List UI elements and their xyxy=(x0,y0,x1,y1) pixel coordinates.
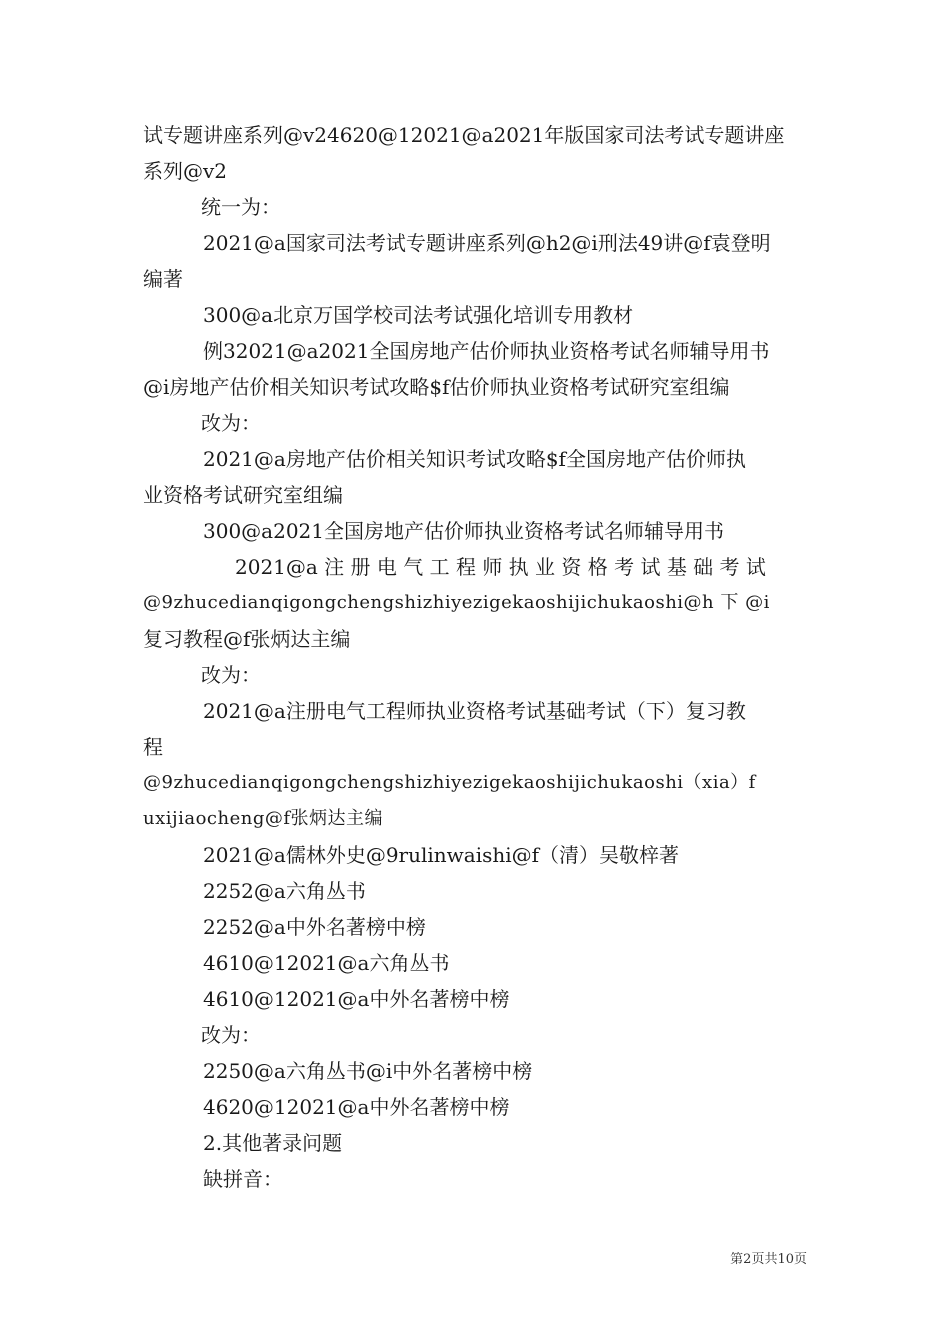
text-line-6: 300@a北京万国学校司法考试强化培训专用教材 xyxy=(203,303,634,327)
text-line-11: 业资格考试研究室组编 xyxy=(143,483,343,507)
text-line-12: 300@a2021全国房地产估价师执业资格考试名师辅导用书 xyxy=(203,519,724,543)
page-footer xyxy=(0,1248,807,1267)
text-line-22: 2252@a六角丛书 xyxy=(203,879,366,903)
text-line-8: @i房地产估价相关知识考试攻略$f估价师执业资格考试研究室组编 xyxy=(143,375,730,399)
text-line-14: @9zhucedianqigongchengshizhiyezigekaoshijichukaoshi@h 下 @i xyxy=(143,592,770,613)
text-line-16: 改为： xyxy=(201,663,261,687)
text-line-27: 2250@a六角丛书@i中外名著榜中榜 xyxy=(203,1059,533,1083)
text-line-28: 4620@12021@a中外名著榜中榜 xyxy=(203,1095,510,1119)
text-line-15: 复习教程@f张炳达主编 xyxy=(143,627,351,651)
text-line-18: 程 xyxy=(143,735,163,759)
text-line-20: uxijiaocheng@f张炳达主编 xyxy=(143,808,384,829)
text-line-4: 2021@a国家司法考试专题讲座系列@h2@i刑法49讲@f袁登明 xyxy=(203,231,771,255)
document-body xyxy=(143,117,807,1197)
text-line-5: 编著 xyxy=(143,267,183,291)
text-line-29: 2.其他著录问题 xyxy=(203,1131,343,1155)
text-line-30: 缺拼音： xyxy=(203,1167,283,1191)
text-line-21: 2021@a儒林外史@9rulinwaishi@f（清）吴敬梓著 xyxy=(203,843,680,867)
text-line-24: 4610@12021@a六角丛书 xyxy=(203,951,450,975)
text-line-23: 2252@a中外名著榜中榜 xyxy=(203,915,426,939)
text-line-7: 例32021@a2021全国房地产估价师执业资格考试名师辅导用书 xyxy=(203,339,770,363)
text-line-9: 改为： xyxy=(201,411,261,435)
text-line-3: 统一为： xyxy=(201,195,281,219)
text-line-25: 4610@12021@a中外名著榜中榜 xyxy=(203,987,510,1011)
text-line-26: 改为： xyxy=(201,1023,261,1047)
text-line-19: @9zhucedianqigongchengshizhiyezigekaoshijichukaoshi（xia）f xyxy=(143,772,756,793)
text-line-13: 2021@a 注 册 电 气 工 程 师 执 业 资 格 考 试 基 础 考 试 xyxy=(235,555,766,579)
text-line-1: 试专题讲座系列@v24620@12021@a2021年版国家司法考试专题讲座 xyxy=(143,123,785,147)
text-line-17: 2021@a注册电气工程师执业资格考试基础考试（下）复习教 xyxy=(203,699,746,723)
page-number-label: 第2页共10页 xyxy=(730,1252,807,1267)
text-line-10: 2021@a房地产估价相关知识考试攻略$f全国房地产估价师执 xyxy=(203,447,746,471)
text-line-2: 系列@v2 xyxy=(143,159,228,183)
